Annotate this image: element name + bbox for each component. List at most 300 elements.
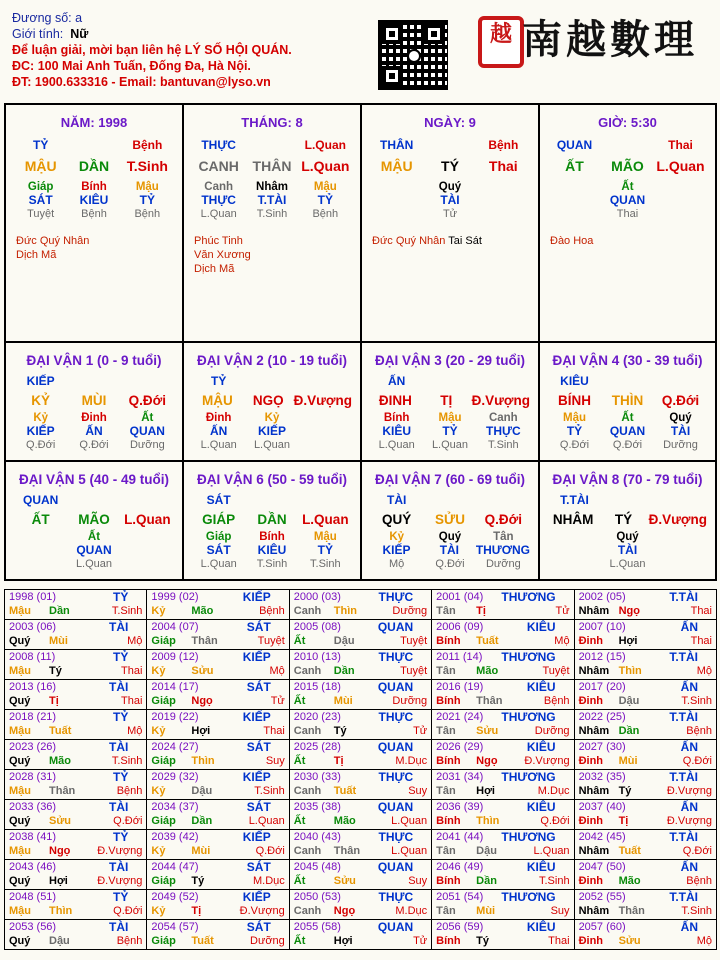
dai-van-hidden-gods-item: TÀI <box>439 543 460 557</box>
pillar-stem-branch-item: T.Sinh <box>126 158 168 174</box>
dai-van-hidden-stems-item <box>299 412 352 424</box>
year-stem: Mậu <box>9 785 31 797</box>
year-stem: Giáp <box>151 695 176 707</box>
year-label: 2001 (04) <box>436 591 484 603</box>
dai-van-phases <box>6 558 182 570</box>
year-body <box>294 694 427 708</box>
year-cell <box>574 830 716 860</box>
year-ten-god: THƯƠNG <box>501 770 556 784</box>
pillar-stem-branch-item: Thai <box>488 158 518 174</box>
spacer <box>601 493 654 507</box>
dai-van-hidden-stems-item: Quý <box>669 412 692 424</box>
dai-van-hidden-gods <box>362 424 538 438</box>
year-head <box>579 590 712 604</box>
year-stem: Tân <box>436 845 456 857</box>
dai-van-stem-branch <box>540 512 715 527</box>
pillar-stem-branch-item: MÃO <box>611 158 644 174</box>
pillar-hidden-stems-item: Mậu <box>313 181 337 193</box>
year-phase: Bệnh <box>686 725 712 737</box>
year-body <box>436 724 569 738</box>
year-phase: Dưỡng <box>392 605 428 617</box>
year-label: 2016 (19) <box>436 681 484 693</box>
year-label: 2020 (23) <box>293 711 341 723</box>
dai-van-hidden-stems-item: Đinh <box>205 412 232 424</box>
dai-van-ten-god-text: QUAN <box>22 493 59 507</box>
dai-van-stem-branch-item: TỊ <box>440 393 453 408</box>
year-phase: Bệnh <box>116 935 143 947</box>
year-phase: M.Dục <box>395 755 428 767</box>
pillar-ten-god-item <box>245 138 298 152</box>
pillar-hidden-stems-item <box>477 181 530 193</box>
pillar-ten-god-item: L.Quan <box>304 138 346 152</box>
year-stem: Canh <box>293 725 322 737</box>
year-label: 2032 (35) <box>578 771 626 783</box>
year-stem: Quý <box>9 635 31 647</box>
year-head <box>436 860 569 874</box>
year-branch: Tý <box>476 935 490 947</box>
year-phase: T.Sinh <box>681 695 712 707</box>
year-cell <box>289 650 431 680</box>
year-stem: Tân <box>436 785 456 797</box>
year-cell <box>147 740 289 770</box>
year-stem: Mậu <box>9 905 31 917</box>
dai-van-hidden-stems <box>362 412 538 424</box>
year-label: 2004 (07) <box>151 621 199 633</box>
year-body <box>9 724 142 738</box>
year-cell <box>432 770 574 800</box>
year-branch: Mão <box>333 815 356 827</box>
dai-van-phases-item: Dưỡng <box>663 439 698 451</box>
year-label: 2027 (30) <box>578 741 626 753</box>
brand-logo: 南越數理 <box>522 16 698 63</box>
dai-van-phases <box>6 439 182 451</box>
year-label: 2015 (18) <box>293 681 341 693</box>
year-head <box>579 680 712 694</box>
year-body <box>579 664 712 678</box>
year-head <box>436 920 569 934</box>
qr-code-icon[interactable] <box>378 20 448 90</box>
dai-van-hidden-stems-item: Quý <box>616 531 639 543</box>
dai-van-hidden-gods <box>362 543 538 557</box>
year-branch: Mão <box>476 665 499 677</box>
year-row <box>5 860 717 890</box>
year-phase: Mộ <box>696 665 712 677</box>
year-head <box>579 710 712 724</box>
year-phase: T.Sinh <box>111 605 143 617</box>
bazi-grid <box>4 103 717 581</box>
dai-van-stem-branch-item: NHÂM <box>552 512 594 527</box>
year-head <box>579 860 712 874</box>
year-row <box>5 710 717 740</box>
year-label: 2006 (09) <box>436 621 484 633</box>
year-stem: Đinh <box>578 935 604 947</box>
year-stem: Ất <box>293 635 306 647</box>
year-head <box>294 920 427 934</box>
year-branch: Thân <box>191 635 218 647</box>
year-branch: Tuất <box>49 725 72 737</box>
note-item: Phúc Tinh <box>194 235 243 247</box>
dai-van-hidden-stems-item: Đinh <box>81 412 107 424</box>
dai-van-hidden-stems <box>6 531 182 543</box>
dai-van-stem-branch-item: L.Quan <box>124 512 171 527</box>
year-body <box>9 694 142 708</box>
year-branch: Tị <box>618 815 629 827</box>
dai-van-hidden-gods-item: THỰC <box>486 424 521 438</box>
year-head <box>579 830 712 844</box>
dai-van-3 <box>362 343 540 462</box>
year-ten-god: THỰC <box>378 830 414 844</box>
dai-van-hidden-stems-item: Mậu <box>313 531 337 543</box>
contact-line: Để luận giải, mời bạn liên hệ LÝ SỐ HỘI QUÁN. <box>12 43 292 57</box>
dai-van-hidden-gods-item: ẤN <box>209 424 228 438</box>
dai-van-hidden-gods-item: TỶ <box>317 543 333 557</box>
year-ten-god: SÁT <box>246 740 271 754</box>
dai-van-hidden-stems-item: Bính <box>259 531 285 543</box>
year-body <box>151 814 284 828</box>
year-ten-god: THỰC <box>378 770 414 784</box>
year-ten-god: KIÊU <box>526 800 556 814</box>
year-stem: Canh <box>293 905 322 917</box>
year-ten-god: THƯƠNG <box>501 830 556 844</box>
year-phase: Đ.Vượng <box>239 905 285 917</box>
dai-van-hidden-stems-item: Tân <box>493 531 514 543</box>
year-head <box>9 830 142 844</box>
year-label: 2003 (06) <box>9 621 57 633</box>
year-ten-god: ẤN <box>680 920 698 934</box>
dai-van-ten-god <box>184 493 360 507</box>
pillar-ten-god-item: Bệnh <box>488 138 519 152</box>
year-label: 2009 (12) <box>151 651 199 663</box>
dai-van-ten-god-text: KIẾP <box>26 374 55 388</box>
year-label: 2025 (28) <box>293 741 341 753</box>
dai-van-hidden-gods-item <box>121 543 174 557</box>
year-branch: Hợi <box>49 875 68 887</box>
year-ten-god: ẤN <box>680 620 698 634</box>
dai-van-hidden-gods-item: KIÊU <box>382 424 411 438</box>
year-stem: Mậu <box>9 665 31 677</box>
pillar-hidden-stems-item: Bính <box>81 181 107 193</box>
pillar-phases-item <box>654 208 707 220</box>
year-cell <box>5 770 147 800</box>
year-body <box>151 724 284 738</box>
year-cell <box>432 890 574 920</box>
year-cell <box>574 860 716 890</box>
dai-van-stem-branch <box>540 393 715 408</box>
pillar-hidden-stems-item <box>548 181 601 193</box>
year-body <box>579 874 712 888</box>
year-phase: Tuyệt <box>400 665 428 677</box>
year-phase: T.Sinh <box>254 785 285 797</box>
year-head <box>436 650 569 664</box>
pillar-4 <box>540 105 715 343</box>
dai-van-phases <box>362 558 538 570</box>
year-stem: Giáp <box>151 815 176 827</box>
year-body <box>579 724 712 738</box>
year-branch: Tị <box>191 905 202 917</box>
year-label: 2043 (46) <box>9 861 57 873</box>
year-label: 2031 (34) <box>436 771 484 783</box>
year-label: 2021 (24) <box>436 711 484 723</box>
year-head <box>294 740 427 754</box>
year-stem: Canh <box>293 785 322 797</box>
dai-van-hidden-stems-item: Canh <box>488 412 518 424</box>
dai-van-phases <box>184 558 360 570</box>
year-cell <box>289 740 431 770</box>
year-cell <box>289 590 431 620</box>
spacer <box>477 374 530 388</box>
year-phase: Đ.Vượng <box>666 815 712 827</box>
year-label: 2036 (39) <box>436 801 484 813</box>
pillar-hidden-stems-item: Giáp <box>27 181 54 193</box>
year-body <box>579 784 712 798</box>
pillar-hidden-stems <box>540 181 715 193</box>
year-body <box>9 634 142 648</box>
year-ten-god: THƯƠNG <box>501 650 556 664</box>
dai-van-7 <box>362 462 540 581</box>
dai-van-stem-branch-item: ĐINH <box>378 393 412 408</box>
year-stem: Canh <box>293 665 322 677</box>
year-cell <box>432 710 574 740</box>
dai-van-phases-item: Dưỡng <box>129 439 165 451</box>
pillar-ten-god-item <box>67 138 120 152</box>
year-phase: L.Quan <box>248 815 285 827</box>
pillar-ten-god-item: THÂN <box>380 138 414 152</box>
year-label: 2030 (33) <box>293 771 341 783</box>
dai-van-phases <box>184 439 360 451</box>
pillar-phases-item: Tuyệt <box>27 208 55 220</box>
year-body <box>579 904 712 918</box>
pillar-ten-god-item: Bệnh <box>132 138 163 152</box>
year-body <box>436 664 569 678</box>
year-branch: Thìn <box>333 605 357 617</box>
pillar-phases-item: T.Sinh <box>256 208 288 220</box>
year-body <box>579 844 712 858</box>
year-stem: Bính <box>436 875 461 887</box>
pillar-stem-branch <box>540 158 715 174</box>
year-ten-god: TÀI <box>109 800 129 814</box>
dai-van-hidden-gods-item: KIẾP <box>26 424 55 438</box>
year-branch: Dậu <box>476 845 497 857</box>
year-head <box>294 860 427 874</box>
note-item: Tai Sát <box>448 235 482 247</box>
year-cell <box>5 620 147 650</box>
pillar-ten-god-item <box>601 138 654 152</box>
dai-van-phases-item <box>14 558 67 570</box>
dai-van-stem-branch <box>184 393 360 408</box>
pillar-title: GIỜ: 5:30 <box>598 115 657 130</box>
dai-van-phases-item: Dưỡng <box>485 558 521 570</box>
year-branch: Thân <box>618 905 645 917</box>
dai-van-hidden-gods-item: QUAN <box>609 424 646 438</box>
dai-van-title: ĐẠI VẬN 4 (30 - 39 tuổi) <box>552 353 703 368</box>
year-head <box>294 620 427 634</box>
dai-van-hidden-stems-item: Ất <box>141 412 154 424</box>
dai-van-hidden-gods-item: KIÊU <box>257 543 287 557</box>
year-head <box>9 650 142 664</box>
year-stem: Kỷ <box>151 665 166 677</box>
year-label: 2056 (59) <box>436 921 484 933</box>
year-head <box>294 710 427 724</box>
year-row <box>5 920 717 950</box>
year-phase: Mộ <box>696 935 712 947</box>
year-label: 2023 (26) <box>9 741 57 753</box>
year-branch: Mùi <box>618 755 638 767</box>
dai-van-phases-item: Mộ <box>389 558 405 570</box>
year-cell <box>574 590 716 620</box>
year-branch: Dần <box>476 875 497 887</box>
dai-van-hidden-stems-item <box>548 531 601 543</box>
year-stem: Ất <box>293 875 306 887</box>
year-head <box>9 860 142 874</box>
year-cell <box>147 710 289 740</box>
year-body <box>436 784 569 798</box>
year-row <box>5 680 717 710</box>
year-head <box>151 650 284 664</box>
year-label: 2017 (20) <box>578 681 626 693</box>
dai-van-phases-item: T.Sinh <box>256 558 288 570</box>
year-ten-god: T.TÀI <box>669 710 698 724</box>
year-body <box>294 754 427 768</box>
dai-van-stem-branch-item: KỶ <box>31 393 51 408</box>
year-stem: Giáp <box>151 935 176 947</box>
year-ten-god: KIÊU <box>526 620 556 634</box>
year-phase: L.Quan <box>391 845 428 857</box>
year-head <box>294 650 427 664</box>
year-body <box>436 934 569 948</box>
pillar-title: THÁNG: 8 <box>241 115 303 130</box>
pillar-stem-branch-item: DẦN <box>78 158 110 174</box>
spacer <box>245 493 298 507</box>
spacer <box>423 374 476 388</box>
dai-van-stem-branch-item: SỬU <box>435 512 465 527</box>
year-phase: M.Dục <box>537 785 570 797</box>
dai-van-hidden-stems-item: Ất <box>621 412 634 424</box>
dai-van-hidden-gods-item: KIẾP <box>257 424 286 438</box>
dai-van-hidden-gods-item: TỶ <box>442 424 458 438</box>
year-phase: Tử <box>413 725 428 737</box>
year-head <box>151 590 284 604</box>
year-ten-god: THƯƠNG <box>501 710 556 724</box>
year-branch: Dậu <box>191 785 213 797</box>
year-cell <box>5 890 147 920</box>
year-label: 2022 (25) <box>578 711 626 723</box>
year-cell <box>289 830 431 860</box>
year-body <box>9 664 142 678</box>
dai-van-ten-god <box>362 493 538 507</box>
year-ten-god: TÀI <box>109 860 129 874</box>
year-phase: Q.Đới <box>540 815 570 827</box>
dai-van-hidden-stems-item: Quý <box>438 531 462 543</box>
year-row <box>5 740 717 770</box>
year-head <box>436 710 569 724</box>
dai-van-phases-item <box>121 558 174 570</box>
year-label: 2013 (16) <box>9 681 57 693</box>
year-label: 2018 (21) <box>9 711 57 723</box>
pillar-hidden-gods-item: QUAN <box>609 193 646 207</box>
year-branch: Dần <box>333 665 355 677</box>
year-ten-god: SÁT <box>246 920 271 934</box>
year-ten-god: TÀI <box>109 920 129 934</box>
year-stem: Tân <box>436 725 456 737</box>
year-label: 1998 (01) <box>9 591 57 603</box>
pillar-hidden-gods <box>362 193 538 207</box>
year-body <box>151 844 284 858</box>
year-cell <box>289 710 431 740</box>
year-head <box>151 620 284 634</box>
note-item: Dịch Mã <box>16 249 57 261</box>
dai-van-ten-god <box>540 493 715 507</box>
year-body <box>294 724 427 738</box>
dai-van-hidden-gods-item: TỶ <box>566 424 583 438</box>
year-head <box>151 920 284 934</box>
year-ten-god: T.TÀI <box>669 830 698 844</box>
year-head <box>436 740 569 754</box>
year-stem: Kỷ <box>151 845 166 857</box>
year-stem: Ất <box>293 815 306 827</box>
year-body <box>579 604 712 618</box>
year-branch: Mùi <box>49 635 68 647</box>
year-head <box>294 830 427 844</box>
year-branch: Mùi <box>191 845 211 857</box>
year-phase: Đ.Vượng <box>97 875 143 887</box>
year-body <box>151 784 284 798</box>
year-body <box>436 754 569 768</box>
year-branch: Ngọ <box>333 905 356 917</box>
dai-van-hidden-gods-item: SÁT <box>206 543 231 557</box>
year-ten-god: ẤN <box>680 680 698 694</box>
dai-van-stem-branch-item: TÝ <box>614 512 633 527</box>
address-line: ĐC: 100 Mai Anh Tuấn, Đống Đa, Hà Nội. <box>12 59 251 73</box>
dai-van-hidden-gods <box>540 424 715 438</box>
dai-van-hidden-gods <box>184 424 360 438</box>
dai-van-hidden-gods-item: KIẾP <box>382 543 411 557</box>
dai-van-stem-branch-item: BÍNH <box>558 393 591 408</box>
year-head <box>9 590 142 604</box>
year-cell <box>289 920 431 950</box>
year-branch: Sửu <box>618 935 641 947</box>
year-cell <box>289 770 431 800</box>
year-label: 2035 (38) <box>293 801 341 813</box>
year-phase: Suy <box>550 905 570 917</box>
pillar-phases-item: Bệnh <box>81 208 107 220</box>
pillar-hidden-stems-item: Mậu <box>135 181 159 193</box>
year-ten-god: ẤN <box>680 800 698 814</box>
year-phase: Bệnh <box>259 605 285 617</box>
pillar-ten-god <box>6 138 182 152</box>
year-cell <box>5 590 147 620</box>
year-cell <box>574 890 716 920</box>
dai-van-stem-branch <box>362 393 538 408</box>
year-branch: Dần <box>49 605 70 617</box>
dai-van-title: ĐẠI VẬN 5 (40 - 49 tuổi) <box>18 472 170 487</box>
year-phase: L.Quan <box>533 845 570 857</box>
dai-van-stem-branch-item: MÙI <box>81 393 107 408</box>
dai-van-stem-branch <box>6 512 182 527</box>
pillar-hidden-gods-item <box>477 193 530 207</box>
year-stem: Tân <box>436 605 456 617</box>
year-branch: Hợi <box>333 935 353 947</box>
year-phase: Suy <box>408 785 428 797</box>
year-phase: Q.Đới <box>682 845 712 857</box>
year-body <box>294 664 427 678</box>
dai-van-phases <box>362 439 538 451</box>
dai-van-hidden-stems <box>184 412 360 424</box>
pillar-hidden-gods-item: THỰC <box>201 193 236 207</box>
year-cell <box>574 740 716 770</box>
year-cell <box>574 650 716 680</box>
dai-van-phases-item: T.Sinh <box>488 439 519 451</box>
year-body <box>294 844 427 858</box>
